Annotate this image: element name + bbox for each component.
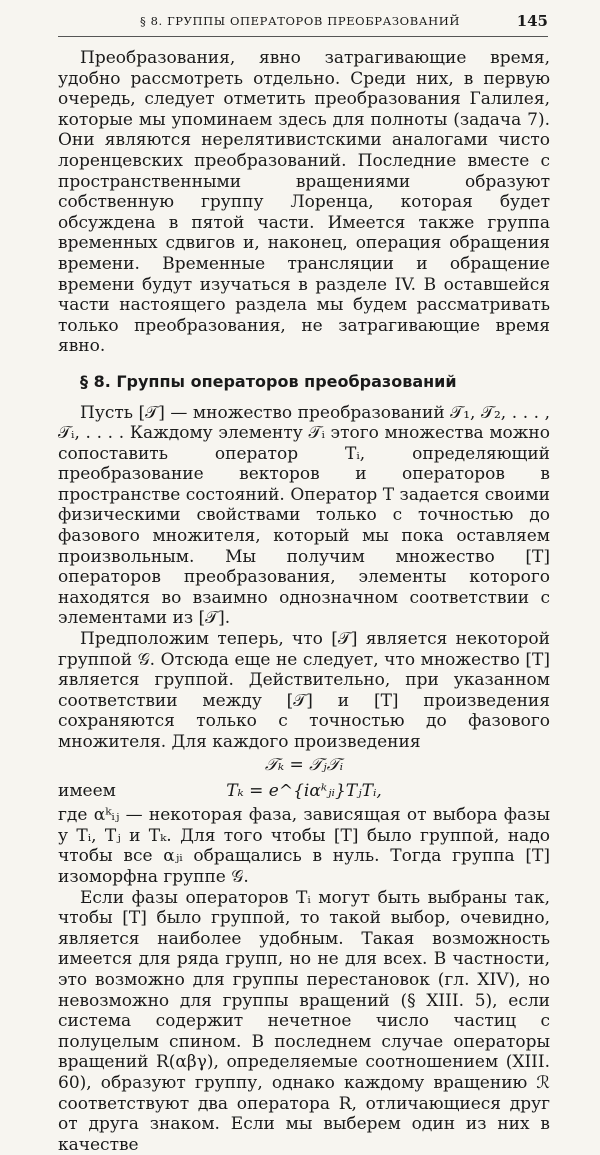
header-rule <box>58 36 548 37</box>
section-title: § 8. Группы операторов преобразований <box>80 371 457 391</box>
equation-label: имеем <box>58 781 116 802</box>
paragraph-operator-set: Пусть [𝒯] — множество преобразований 𝒯₁, 𝒯₂, . . . , 𝒯ᵢ, . . . . Каждому элементу 𝒯ᵢ этого множества можно сопоставить оператор Tᵢ, определяющий преобразование векторов и операторов в пространстве состояний. Оператор T задается своими физическими свойствами только с точностью до фазового множителя, который мы пока оставляем произвольным. Мы получим множество [T] операторов преобразования, элементы которого находятся во взаимно однозначном соответствии с элементами из [𝒯]. <box>58 402 550 629</box>
equation-row-phase <box>58 777 550 805</box>
equation-phase: Tₖ = e^{iαᵏⱼᵢ}TⱼTᵢ, <box>226 781 382 802</box>
equation-product: 𝒯ₖ = 𝒯ⱼ𝒯ᵢ <box>264 754 344 775</box>
paragraph-group-assumption: Предположим теперь, что [𝒯] является некоторой группой 𝒢. Отсюда еще не следует, что множество [T] является группой. Действительно, при указанном соответствии между [𝒯] и [T] произведения сохраняются только с точностью до фазового множителя. Для каждого произведения <box>58 629 550 752</box>
paragraph-phase-definition: где αᵏᵢⱼ — некоторая фаза, зависящая от выбора фазы у Tᵢ, Tⱼ и Tₖ. Для того чтобы [T] было группой, надо чтобы все αⱼᵢ обращались в нуль. Тогда группа [T] изоморфна группе 𝒢. <box>58 805 550 887</box>
running-head: § 8. ГРУППЫ ОПЕРАТОРОВ ПРЕОБРАЗОВАНИЙ <box>140 14 460 28</box>
page-number: 145 <box>516 12 548 30</box>
paragraph-time-transformations: Преобразования, явно затрагивающие время, удобно рассмотреть отдельно. Среди них, в первую очередь, следует отметить преобразования Галилея, которые мы упоминаем здесь для полноты (задача 7). Они являются нерелятивистскими аналогами чисто лоренцевских преобразований. Последние вместе с пространственными вращениями образуют собственную группу Лоренца, которая будет обсуждена в пятой части. Имеется также группа временных сдвигов и, наконец, операция обращения времени. Временные трансляции и обращение времени будут изучаться в разделе IV. В оставшейся части настоящего раздела мы будем рассматривать только преобразования, не затрагивающие время явно. <box>58 48 550 357</box>
paragraph-phase-choice: Если фазы операторов Tᵢ могут быть выбраны так, чтобы [T] было группой, то такой выбор, очевидно, является наиболее удобным. Такая возможность имеется для ряда групп, но не для всех. В частности, это возможно для группы перестановок (гл. XIV), но невозможно для группы вращений (§ XIII. 5), если система содержит нечетное число частиц с полуцелым спином. В последнем случае операторы вращений R(αβγ), определяемые соотношением (XIII. 60), образуют группу, однако каждому вращению ℛ соответствуют два оператора R, отличающиеся друг от друга знаком. Если мы выберем один из них в качестве <box>58 887 550 1155</box>
page-header <box>0 14 600 34</box>
page-body <box>58 48 550 1155</box>
